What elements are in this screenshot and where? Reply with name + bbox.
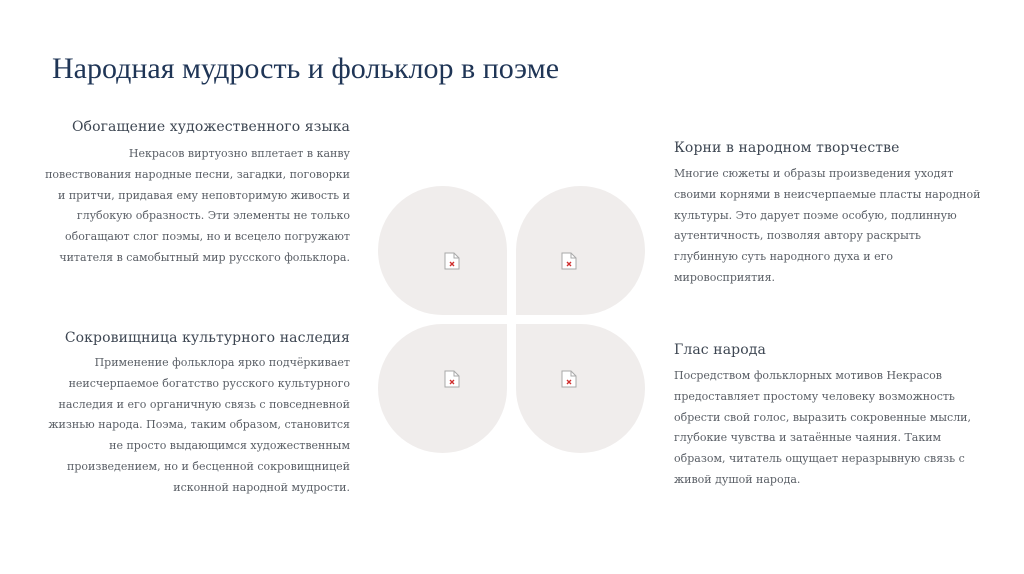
petal-bottom-left: [378, 324, 507, 453]
section-voice: [674, 342, 984, 491]
petal-bottom-right: [516, 324, 645, 453]
petal-top-right: [516, 186, 645, 315]
section-text: Многие сюжеты и образы произведения уходят своими корнями в неисчерпаемые пласты народной культуры. Это дарует поэме особую, подлинную аутентичность, позволяя автору раскрыть глубинную суть народного духа и его мировосприятия.: [674, 167, 981, 284]
section-heritage: [40, 330, 350, 499]
section-enrichment: [40, 119, 350, 269]
section-heading: Корни в народном творчестве: [674, 140, 900, 156]
section-roots: [674, 140, 984, 289]
section-heading: Обогащение художественного языка: [71, 119, 350, 135]
section-heading: Сокровищница культурного наследия: [64, 330, 350, 346]
section-text: Некрасов виртуозно вплетает в канву повествования народные песни, загадки, поговорки и притчи, придавая ему неповторимую живость и глубокую образность. Эти элементы не только обогащают слог поэмы, но и всецело погружают читателя в самобытный мир русского фольклора.: [45, 147, 350, 264]
broken-image-icon: [444, 370, 460, 388]
section-text: Посредством фольклорных мотивов Некрасов предоставляет простому человеку возможность обрести свой голос, выразить сокровенные мысли, глубокие чувства и затаённые чаяния. Таким образом, читатель ощущает неразрывную связь с живой душой народа.: [674, 369, 972, 486]
broken-image-icon: [444, 252, 460, 270]
section-text: Применение фольклора ярко подчёркивает неисчерпаемое богатство русского культурного наследия и его органичную связь с повседневной жизнью народа. Поэма, таким образом, становится не просто выдающимся художественным произведением, но и бесценной сокровищницей исконной народной мудрости.: [48, 356, 350, 494]
section-heading: Глас народа: [674, 342, 766, 358]
broken-image-icon: [561, 370, 577, 388]
broken-image-icon: [561, 252, 577, 270]
page-title: Народная мудрость и фольклор в поэме: [52, 52, 560, 85]
petal-top-left: [378, 186, 507, 315]
